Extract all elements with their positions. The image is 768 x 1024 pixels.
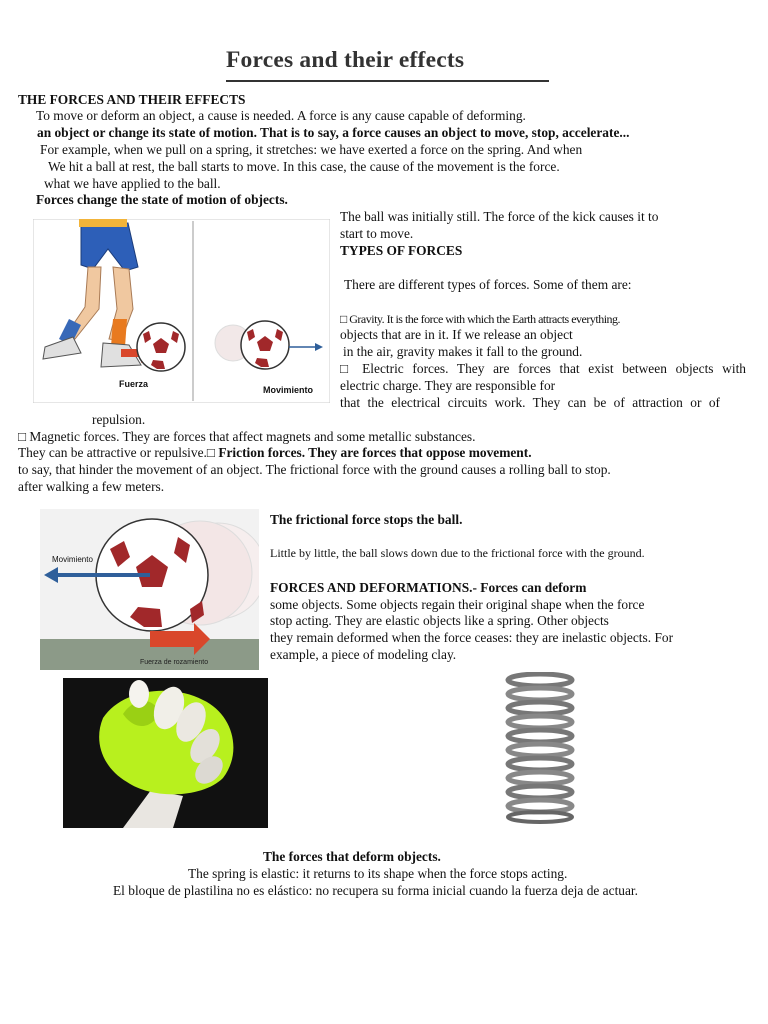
clay-photo-svg (63, 678, 268, 828)
deformations-line-2: stop acting. They are elastic objects like a spring. Other objects (270, 613, 609, 628)
types-intro: There are different types of forces. Some of them are: (344, 277, 632, 292)
bottom-line-2: El bloque de plastilina no es elástico: no recupera su forma inicial cuando la fuerza deja de actuar. (113, 883, 638, 898)
friction-bullet: □ (206, 445, 219, 460)
kick-caption-line-1: The ball was initially still. The force of the kick causes it to (340, 209, 659, 224)
deformations-line-3: they remain deformed when the force ceases: they are inelastic objects. For (270, 630, 674, 645)
friction-illustration (40, 509, 259, 670)
intro-line-5: what we have applied to the ball. (44, 176, 221, 191)
friction-bold: Friction forces. They are forces that oppose movement. (218, 445, 532, 460)
friction-line (18, 445, 532, 462)
gravity-line-1: □ Gravity. It is the force with which the Earth attracts everything. (340, 312, 621, 326)
deformations-line-1: some objects. Some objects regain their original shape when the force (270, 597, 645, 612)
page-title: Forces and their effects (226, 47, 465, 73)
magnetic-line-2: They can be attractive or repulsive. (18, 445, 207, 460)
label-friction-force: Fuerza de rozamiento (140, 659, 209, 666)
types-heading: TYPES OF FORCES (340, 243, 463, 258)
friction-line-2: to say, that hinder the movement of an object. The frictional force with the ground causes a rolling ball to stop. (18, 462, 611, 477)
spring-photo-svg (500, 672, 580, 824)
intro-line-1: To move or deform an object, a cause is needed. A force is any cause capable of deforming. (36, 108, 526, 123)
kick-illustration (33, 219, 330, 403)
spring-photo (500, 672, 580, 824)
intro-line-2: an object or change its state of motion. That is to say, a force causes an object to move, stop, accelerate... (37, 125, 630, 140)
magnetic-line-1: □ Magnetic forces. They are forces that affect magnets and some metallic substances. (18, 429, 476, 444)
bottom-heading: The forces that deform objects. (263, 849, 441, 864)
bold-statement: Forces change the state of motion of objects. (36, 192, 288, 207)
electric-line-2: electric charge. They are responsible for (340, 378, 556, 393)
label-friction-motion: Movimiento (52, 555, 93, 564)
electric-line-4: repulsion. (92, 412, 146, 427)
kick-caption-line-2: start to move. (340, 226, 414, 241)
electric-line-1: □ Electric forces. They are forces that exist between objects with (340, 361, 746, 376)
bottom-line-1: The spring is elastic: it returns to its shape when the force stops acting. (188, 866, 568, 881)
electric-line-3: that the electrical circuits work. They can be of attraction or of (340, 395, 720, 410)
label-force: Fuerza (119, 379, 149, 389)
kick-illustration-svg (33, 219, 330, 403)
title-underline (226, 80, 549, 82)
deformations-line-4: example, a piece of modeling clay. (270, 647, 457, 662)
deformations-heading: FORCES AND DEFORMATIONS.- Forces can deform (270, 580, 587, 595)
friction-illustration-svg (40, 509, 259, 670)
section-heading-forces: THE FORCES AND THEIR EFFECTS (18, 92, 246, 107)
friction-line-3: after walking a few meters. (18, 479, 165, 494)
clay-photo (63, 678, 268, 828)
intro-line-4: We hit a ball at rest, the ball starts to move. In this case, the cause of the movement is the force. (48, 159, 560, 174)
label-motion: Movimiento (263, 385, 314, 395)
intro-line-3: For example, when we pull on a spring, it stretches: we have exerted a force on the spring. And when (40, 142, 583, 157)
gravity-line-2: objects that are in it. If we release an object (340, 327, 573, 342)
friction-caption-text: Little by little, the ball slows down due to the frictional force with the ground. (270, 546, 645, 560)
gravity-line-3: in the air, gravity makes it fall to the ground. (343, 344, 583, 359)
friction-caption-heading: The frictional force stops the ball. (270, 512, 463, 527)
